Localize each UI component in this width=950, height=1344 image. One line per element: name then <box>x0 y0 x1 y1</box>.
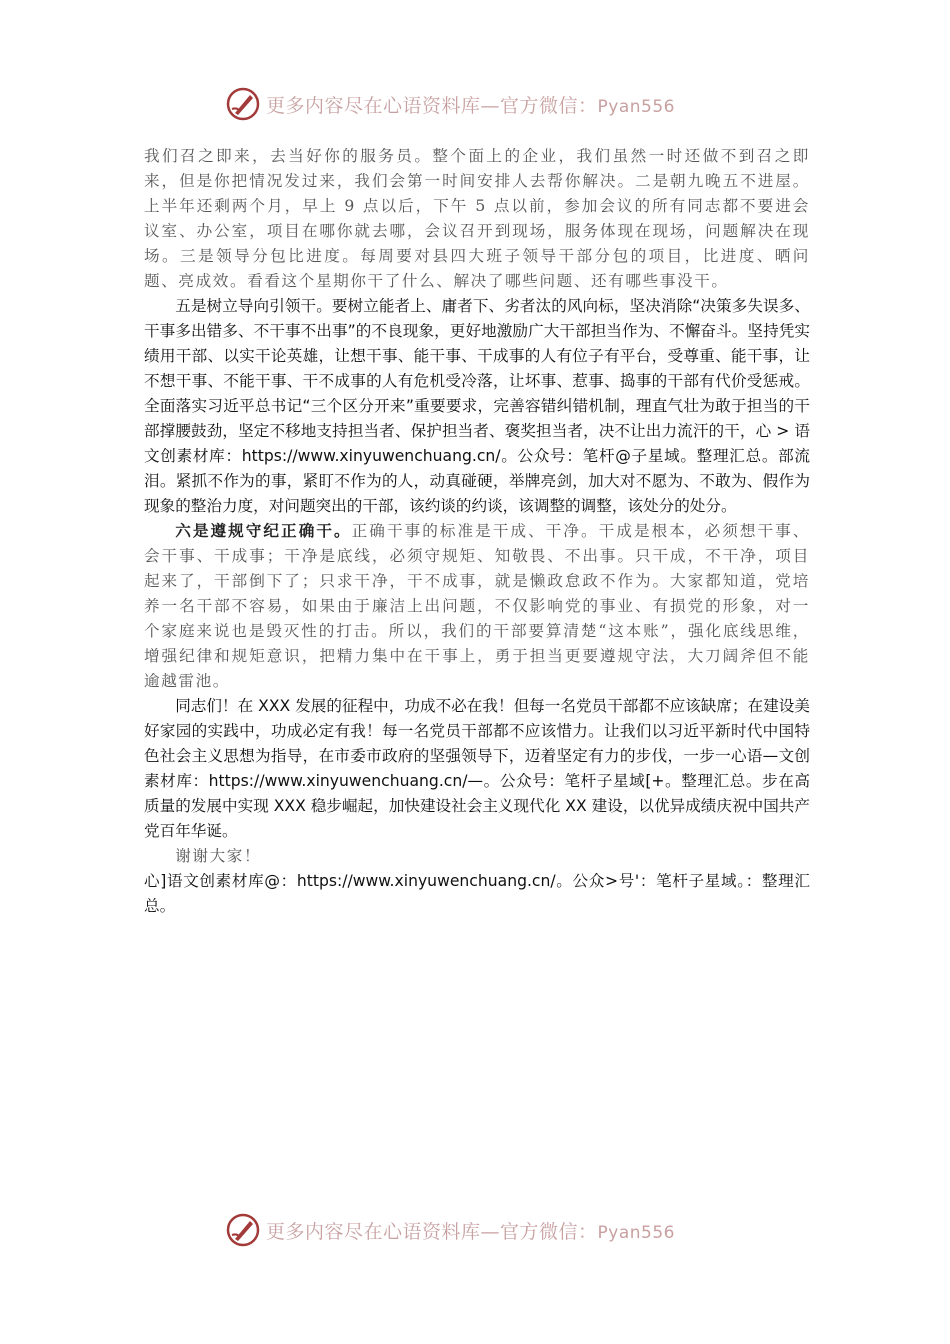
quill-logo-icon <box>226 87 260 121</box>
header-banner <box>226 86 746 122</box>
quill-logo-icon <box>226 1213 260 1247</box>
paragraph-5: 心]语文创素材库@：https://www.xinyuwenchuang.cn/。公众>号'：笔杆子星域。：整理汇总。 <box>144 872 810 915</box>
footer-banner <box>226 1212 746 1248</box>
paragraph-3-heading: 六是遵规守纪正确干。 <box>175 522 352 540</box>
thanks-line: 谢谢大家！ <box>175 847 262 865</box>
footer-wechat-id: Pyan556 <box>597 1222 675 1243</box>
paragraph-1: 我们召之即来，去当好你的服务员。整个面上的企业，我们虽然一时还做不到召之即来，但是你把情况发过来，我们会第一时间安排人去帮你解决。二是朝九晚五不进屋。上半年还剩两个月，早上 9 点以后，下午 5 点以前，参加会议的所有同志都不要进会议室、办公室，项目在哪你就去哪，会议召开到现场，服务体现在现场，问题解决在现场。三是领导分包比进度。每周要对县四大班子领导干部分包的项目，比进度、晒问题、亮成效。看看这个星期你干了什么、解决了哪些问题、还有哪些事没干。 <box>144 147 810 290</box>
document-body <box>144 144 810 919</box>
paragraph-4: 同志们！在 XXX 发展的征程中，功成不必在我！但每一名党员干部都不应该缺席；在建设美好家园的实践中，功成必定有我！每一名党员干部都不应该惜力。让我们以习近平新时代中国特色社会主义思想为指导，在市委市政府的坚强领导下，迈着坚定有力的步伐，一步一心语—文创素材库：https://www.xinyuwenchuang.cn/—。公众号：笔杆子星域[+。整理汇总。步在高质量的发展中实现 XXX 稳步崛起，加快建设社会主义现代化 XX 建设，以优异成绩庆祝中国共产党百年华诞。 <box>144 697 810 840</box>
header-banner-text: 更多内容尽在心语资料库—官方微信：Pyan556 <box>266 94 675 117</box>
paragraph-3-body: 正确干事的标准是干成、干净。干成是根本，必须想干事、会干事、干成事；干净是底线，必须守规矩、知敬畏、不出事。只干成，不干净，项目起来了，干部倒下了；只求干净，干不成事，就是懒政怠政不作为。大家都知道，党培养一名干部不容易，如果由于廉洁上出问题，不仅影响党的事业、有损党的形象，对一个家庭来说也是毁灭性的打击。所以，我们的干部要算清楚“这本账”，强化底线思维，增强纪律和规矩意识，把精力集中在干事上，勇于担当更要遵规守法，大刀阔斧但不能逾越雷池。 <box>144 522 810 690</box>
footer-banner-text: 更多内容尽在心语资料库—官方微信：Pyan556 <box>266 1220 675 1243</box>
paragraph-2: 五是树立导向引领干。要树立能者上、庸者下、劣者汰的风向标，坚决消除“决策多失误多、干事多出错多、不干事不出事”的不良现象，更好地激励广大干部担当作为、不懈奋斗。坚持凭实绩用干部、以实干论英雄，让想干事、能干事、干成事的人有位子有平台，受尊重、能干事，让不想干事、不能干事、干不成事的人有危机受冷落，让坏事、惹事、捣事的干部有代价受惩戒。全面落实习近平总书记“三个区分开来”重要要求，完善容错纠错机制，理直气壮为敢于担当的干部撑腰鼓劲，坚定不移地支持担当者、保护担当者、褒奖担当者，决不让出力流汗的干，心 > 语文创素材库：https://www.xinyuwenchuang.cn/。公众号：笔杆@子星域。整理汇总。部流泪。紧抓不作为的事，紧盯不作为的人，动真碰硬，举牌亮剑，加大对不愿为、不敢为、假作为现象的整治力度，对问题突出的干部，该约谈的约谈，该调整的调整，该处分的处分。 <box>144 297 810 515</box>
header-wechat-id: Pyan556 <box>597 96 675 117</box>
paragraph-3 <box>144 519 810 694</box>
